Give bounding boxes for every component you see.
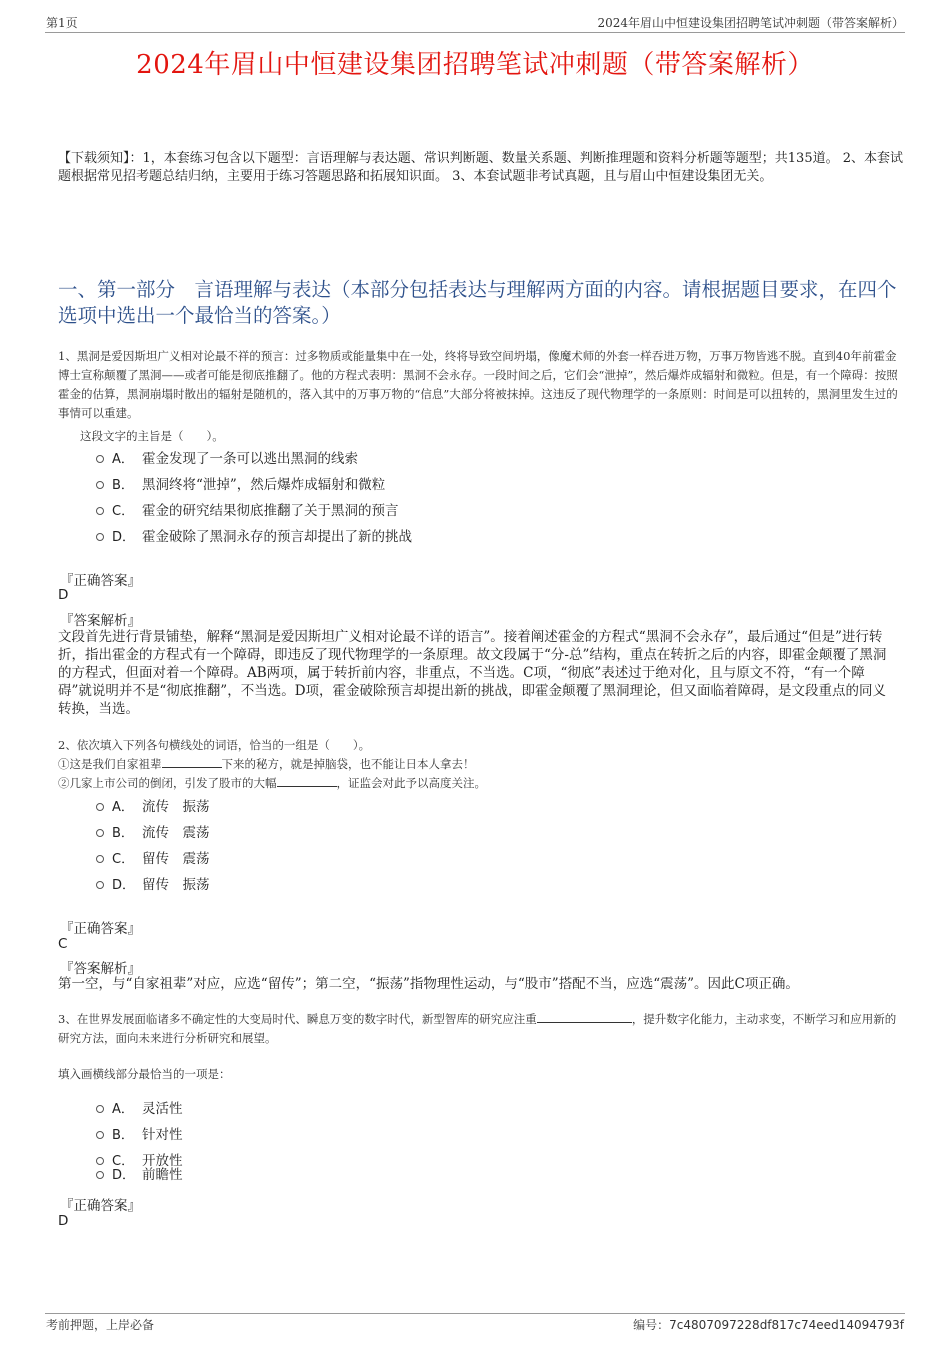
q2-analysis: 第一空，与“自家祖辈”对应，应选“留传”；第二空，“振荡”指物理性运动，与“股市”搭配不当，应选“震荡”。因此C项正确。 [58, 976, 799, 992]
header-divider [45, 32, 905, 33]
q1-option-a[interactable]: A． 霍金发现了一条可以逃出黑洞的线索 [96, 450, 358, 468]
q3-option-a[interactable]: A． 灵活性 [96, 1100, 183, 1118]
radio-icon[interactable] [96, 881, 104, 889]
q3-stem: 填入画横线部分最恰当的一项是： [58, 1067, 231, 1081]
q2-option-b[interactable]: B． 流传 震荡 [96, 824, 210, 842]
q1-analysis: 文段首先进行背景铺垫，解释“黑洞是爱因斯坦广义相对论最不详的语言”。接着阐述霍金的方程式“黑洞不会永存”，最后通过“但是”进行转折，指出霍金的方程式有一个障碍，即违反了现代物理学的一条原理。故文段属于“分-总”结构，重点在转折之后的内容，即霍金颠覆了黑洞的方程式，但面对着一个障碍。AB两项，属于转折前内容，非重点，不当选。C项，“彻底”表述过于绝对化，且与原文不符，“有一个障碍”就说明并不是“彻底推翻”，不当选。D项，霍金破除预言却提出新的挑战，即霍金颠覆了黑洞理论，但又面临着障碍，是文段重点的同义转换，当选。 [58, 629, 887, 717]
q1-stem: 这段文字的主旨是（ ）。 [80, 429, 224, 443]
download-notice: 【下载须知】：1，本套练习包含以下题型：言语理解与表达题、常识判断题、数量关系题、判断推理题和资料分析题等题型；共135道。 2、本套试题根据常见招考题总结归纳，主要用于练习答题思路和拓展知识面。 3、本套试题非考试真题，且与眉山中恒建设集团无关。 [58, 151, 903, 184]
q2-option-a[interactable]: A． 流传 振荡 [96, 798, 210, 816]
q3-answer: D [58, 1213, 69, 1229]
q2-option-d[interactable]: D． 留传 振荡 [96, 876, 210, 894]
q3-option-d[interactable]: D． 前瞻性 [96, 1166, 183, 1184]
page-title: 2024年眉山中恒建设集团招聘笔试冲刺题（带答案解析） [136, 50, 814, 80]
header-doc-title: 2024年眉山中恒建设集团招聘笔试冲刺题（带答案解析） [597, 16, 904, 30]
q2-option-c[interactable]: C． 留传 震荡 [96, 850, 210, 868]
radio-icon[interactable] [96, 829, 104, 837]
radio-icon[interactable] [96, 481, 104, 489]
radio-icon[interactable] [96, 507, 104, 515]
footer-slogan: 考前押题，上岸必备 [46, 1318, 155, 1332]
q3-answer-label: 『正确答案』 [60, 1198, 141, 1214]
fill-blank [162, 757, 222, 768]
q1-option-b[interactable]: B． 黑洞终将“泄掉”，然后爆炸成辐射和微粒 [96, 476, 385, 494]
page-number: 第1页 [46, 16, 78, 30]
q2-sentence-2: ②几家上市公司的倒闭，引发了股市的大幅 ，证监会对此予以高度关注。 [58, 776, 486, 790]
q2-analysis-label: 『答案解析』 [60, 961, 141, 977]
q2-sentence-1: ①这是我们自家祖辈 下来的秘方，就是掉脑袋，也不能让日本人拿去！ [58, 757, 475, 771]
q3-option-b[interactable]: B． 针对性 [96, 1126, 183, 1144]
radio-icon[interactable] [96, 455, 104, 463]
q3-passage: 3、在世界发展面临诸多不确定性的大变局时代、瞬息万变的数字时代，新型智库的研究应注重 ，提升数字化能力，主动求变，不断学习和应用新的研究方法，面向未来进行分析研究和展望。 [58, 1012, 897, 1045]
footer-serial: 编号：7c4807097228df817c74eed14094793f [633, 1318, 904, 1332]
radio-icon[interactable] [96, 1157, 104, 1165]
q1-option-d[interactable]: D． 霍金破除了黑洞永存的预言却提出了新的挑战 [96, 528, 412, 546]
q1-answer-label: 『正确答案』 [60, 573, 141, 589]
q2-answer: C [58, 936, 68, 952]
fill-blank [277, 776, 337, 787]
q1-answer: D [58, 587, 69, 603]
radio-icon[interactable] [96, 533, 104, 541]
q1-analysis-label: 『答案解析』 [60, 613, 141, 629]
q1-passage: 1、黑洞是爱因斯坦广义相对论最不祥的预言：过多物质或能量集中在一处，终将导致空间坍塌，像魔术师的外套一样吞进万物，万事万物皆逃不脱。直到40年前霍金博士宣称颠覆了黑洞——或者可能是彻底推翻了。他的方程式表明：黑洞不会永存。一段时间之后，它们会“泄掉”，然后爆炸成辐射和微粒。但是，有一个障碍：按照霍金的估算，黑洞崩塌时散出的辐射是随机的，落入其中的万事万物的“信息”大部分将被抹掉。这违反了现代物理学的一条原则：时间是可以扭转的，黑洞里发生过的事情可以重建。 [58, 349, 898, 420]
radio-icon[interactable] [96, 1131, 104, 1139]
section-heading: 一、第一部分 言语理解与表达（本部分包括表达与理解两方面的内容。请根据题目要求，在四个选项中选出一个最恰当的答案。） [58, 278, 897, 327]
radio-icon[interactable] [96, 855, 104, 863]
radio-icon[interactable] [96, 803, 104, 811]
q2-answer-label: 『正确答案』 [60, 921, 141, 937]
footer-divider [45, 1313, 905, 1314]
radio-icon[interactable] [96, 1171, 104, 1179]
fill-blank [537, 1012, 632, 1023]
q3-option-c[interactable]: C． 开放性 [96, 1152, 183, 1170]
radio-icon[interactable] [96, 1105, 104, 1113]
q1-option-c[interactable]: C． 霍金的研究结果彻底推翻了关于黑洞的预言 [96, 502, 399, 520]
q2-stem: 2、依次填入下列各句横线处的词语，恰当的一组是（ ）。 [58, 738, 371, 752]
